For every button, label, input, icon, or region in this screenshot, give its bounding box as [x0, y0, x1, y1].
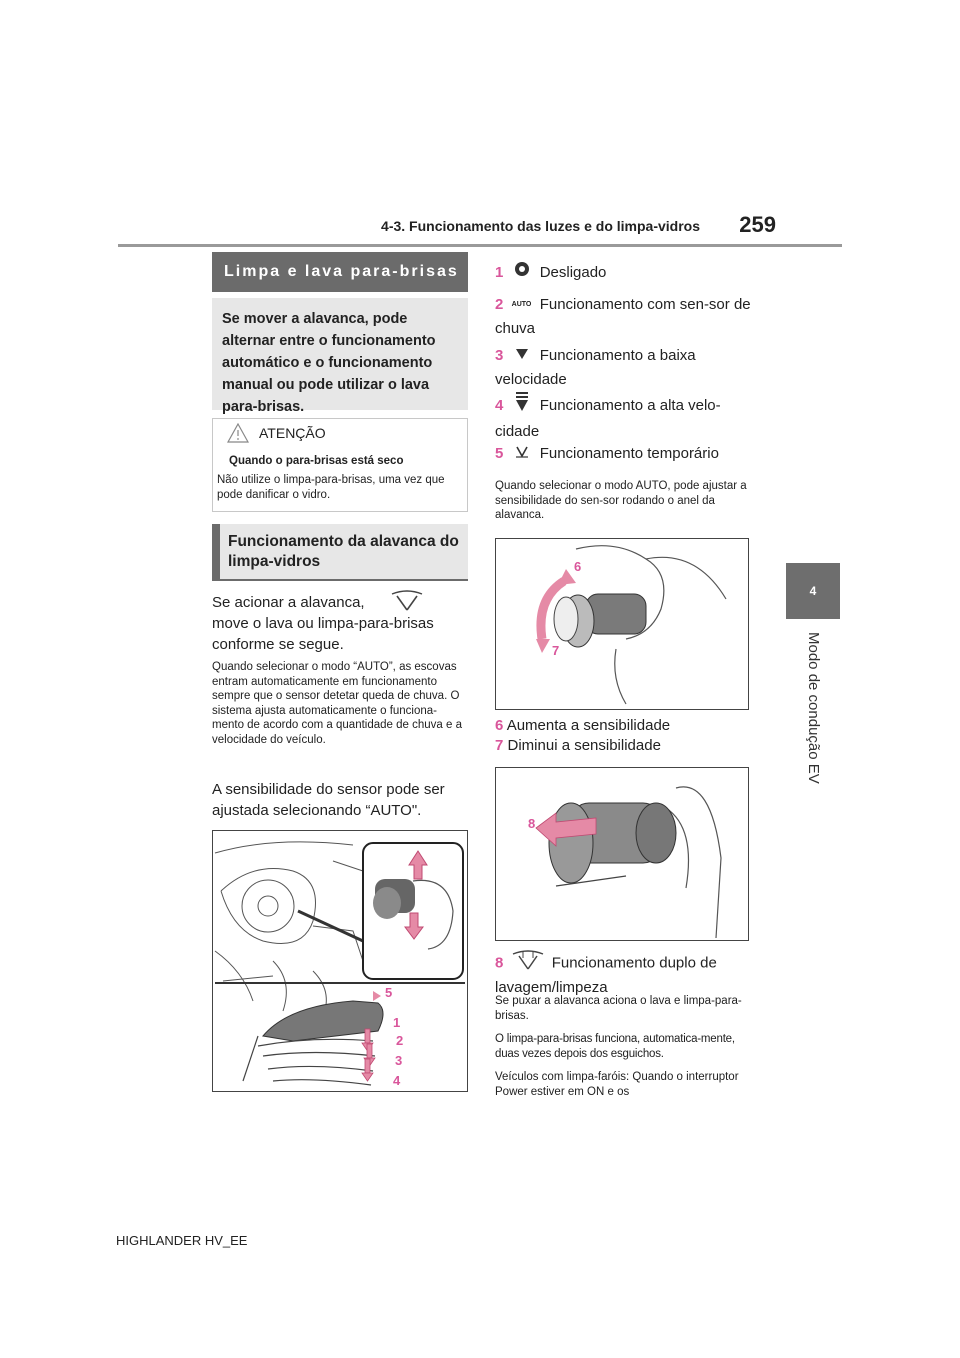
low-speed-icon: [508, 344, 536, 368]
warning-title: ATENÇÃO: [259, 425, 326, 441]
figure-pull-drawing: [496, 768, 748, 940]
warning-text: Não utilize o limpa-para-brisas, uma vez que pode danificar o vidro.: [217, 474, 445, 501]
list-item: [495, 392, 757, 444]
item-number: 6: [495, 717, 504, 734]
item-number: 7: [495, 737, 504, 754]
figure1-label-3: 3: [395, 1053, 403, 1068]
paragraph-auto-mode: Quando selecionar o modo “AUTO”, as escovas entram automaticamente em funcionamento sempre que o sensor detetar queda de chuva. O sistema ajusta automaticamente o funciona-mento de acordo com a quantidade de chuva e a velocidade do veículo.: [212, 661, 462, 746]
heading-lever-operation: Funcionamento da alavanca do limpa-vidros: [212, 524, 468, 580]
item-text: Funcionamento a alta velo-cidade: [495, 396, 721, 440]
chapter-label-text: Modo de condução EV: [805, 632, 822, 784]
heading-windshield-washer: Limpa e lava para-brisas: [212, 252, 468, 292]
auto-sensitivity-note: Quando selecionar o modo AUTO, pode ajustar a sensibilidade do sen-sor rodando o anel da alavanca.: [495, 480, 747, 521]
item-number: 2: [495, 296, 504, 313]
item-number: 5: [495, 445, 504, 462]
warning-icon: [227, 423, 249, 443]
list-item: [495, 293, 757, 341]
paragraph-lever-a: Se acionar a alavanca,: [212, 594, 365, 611]
sensitivity-down: [495, 736, 757, 756]
note-pull-lever: Se puxar a alavanca aciona o lava e limpa-para-brisas.: [495, 995, 742, 1022]
footer-model: HIGHLANDER HV_EE: [116, 1233, 248, 1248]
heading-underline: [212, 579, 468, 581]
wiper-icon: [390, 590, 424, 612]
figure-pull-lever: [495, 767, 749, 941]
list-item: [495, 442, 757, 466]
figure-sensitivity-ring: [495, 538, 749, 710]
figure3-label-8: 8: [528, 816, 536, 831]
figure-lever-positions: [212, 830, 468, 1092]
header-divider: [118, 244, 842, 247]
item-text: Funcionamento a baixa velocidade: [495, 347, 696, 389]
auto-icon: AUTO: [511, 301, 532, 309]
paragraph-lever-b: move o lava ou limpa-para-brisas conforme se segue.: [212, 615, 434, 653]
note-headlight-cleaners: Veículos com limpa-faróis: Quando o interruptor Power estiver em ON e os: [495, 1071, 739, 1098]
item-text: Funcionamento duplo de lavagem/limpeza: [495, 954, 717, 996]
temporary-icon: [508, 442, 536, 466]
item-number: 1: [495, 264, 504, 281]
paragraph-sensitivity: A sensibilidade do sensor pode ser ajustada selecionando “AUTO".: [212, 781, 445, 819]
note-double-wipe: O limpa-para-brisas funciona, automatica-mente, duas vezes depois dos esguichos.: [495, 1033, 735, 1060]
figure2-label-6: 6: [574, 559, 582, 574]
item-text: Funcionamento com sen-sor de chuva: [495, 296, 751, 338]
list-item: [495, 261, 757, 285]
warning-subtitle: Quando o para-brisas está seco: [229, 455, 404, 467]
figure-lever-drawing: [213, 831, 467, 1091]
warning-box: [212, 418, 468, 512]
figure1-label-4: 4: [393, 1073, 401, 1088]
item-number: 3: [495, 347, 504, 364]
list-item: [495, 950, 757, 999]
intro-panel: Se mover a alavanca, pode alternar entre o funcionamento automático e o funcionamento manual ou pode utilizar o lava para-brisas.: [212, 298, 468, 410]
item-text: Funcionamento temporário: [539, 445, 719, 462]
off-icon: [508, 261, 536, 285]
figure-ring-drawing: [496, 539, 748, 709]
item-number: 4: [495, 396, 504, 414]
section-title: 4-3. Funcionamento das luzes e do limpa-vidros: [381, 218, 700, 234]
item-text: Desligado: [539, 264, 607, 281]
item-text: Aumenta a sensibilidade: [506, 717, 671, 734]
figure2-label-7: 7: [552, 643, 560, 658]
list-item: [495, 344, 757, 392]
high-speed-icon: [508, 392, 536, 420]
item-text: Diminui a sensibilidade: [507, 737, 661, 754]
chapter-tab: 4: [786, 563, 840, 619]
sensitivity-up: [495, 716, 757, 736]
chapter-label: [786, 632, 840, 822]
figure1-label-2: 2: [396, 1033, 404, 1048]
page-number: 259: [739, 212, 776, 237]
figure1-label-5: 5: [385, 985, 393, 1000]
figure1-label-1: 1: [393, 1015, 401, 1030]
item-number: 8: [495, 954, 504, 972]
washer-icon: [508, 950, 548, 977]
